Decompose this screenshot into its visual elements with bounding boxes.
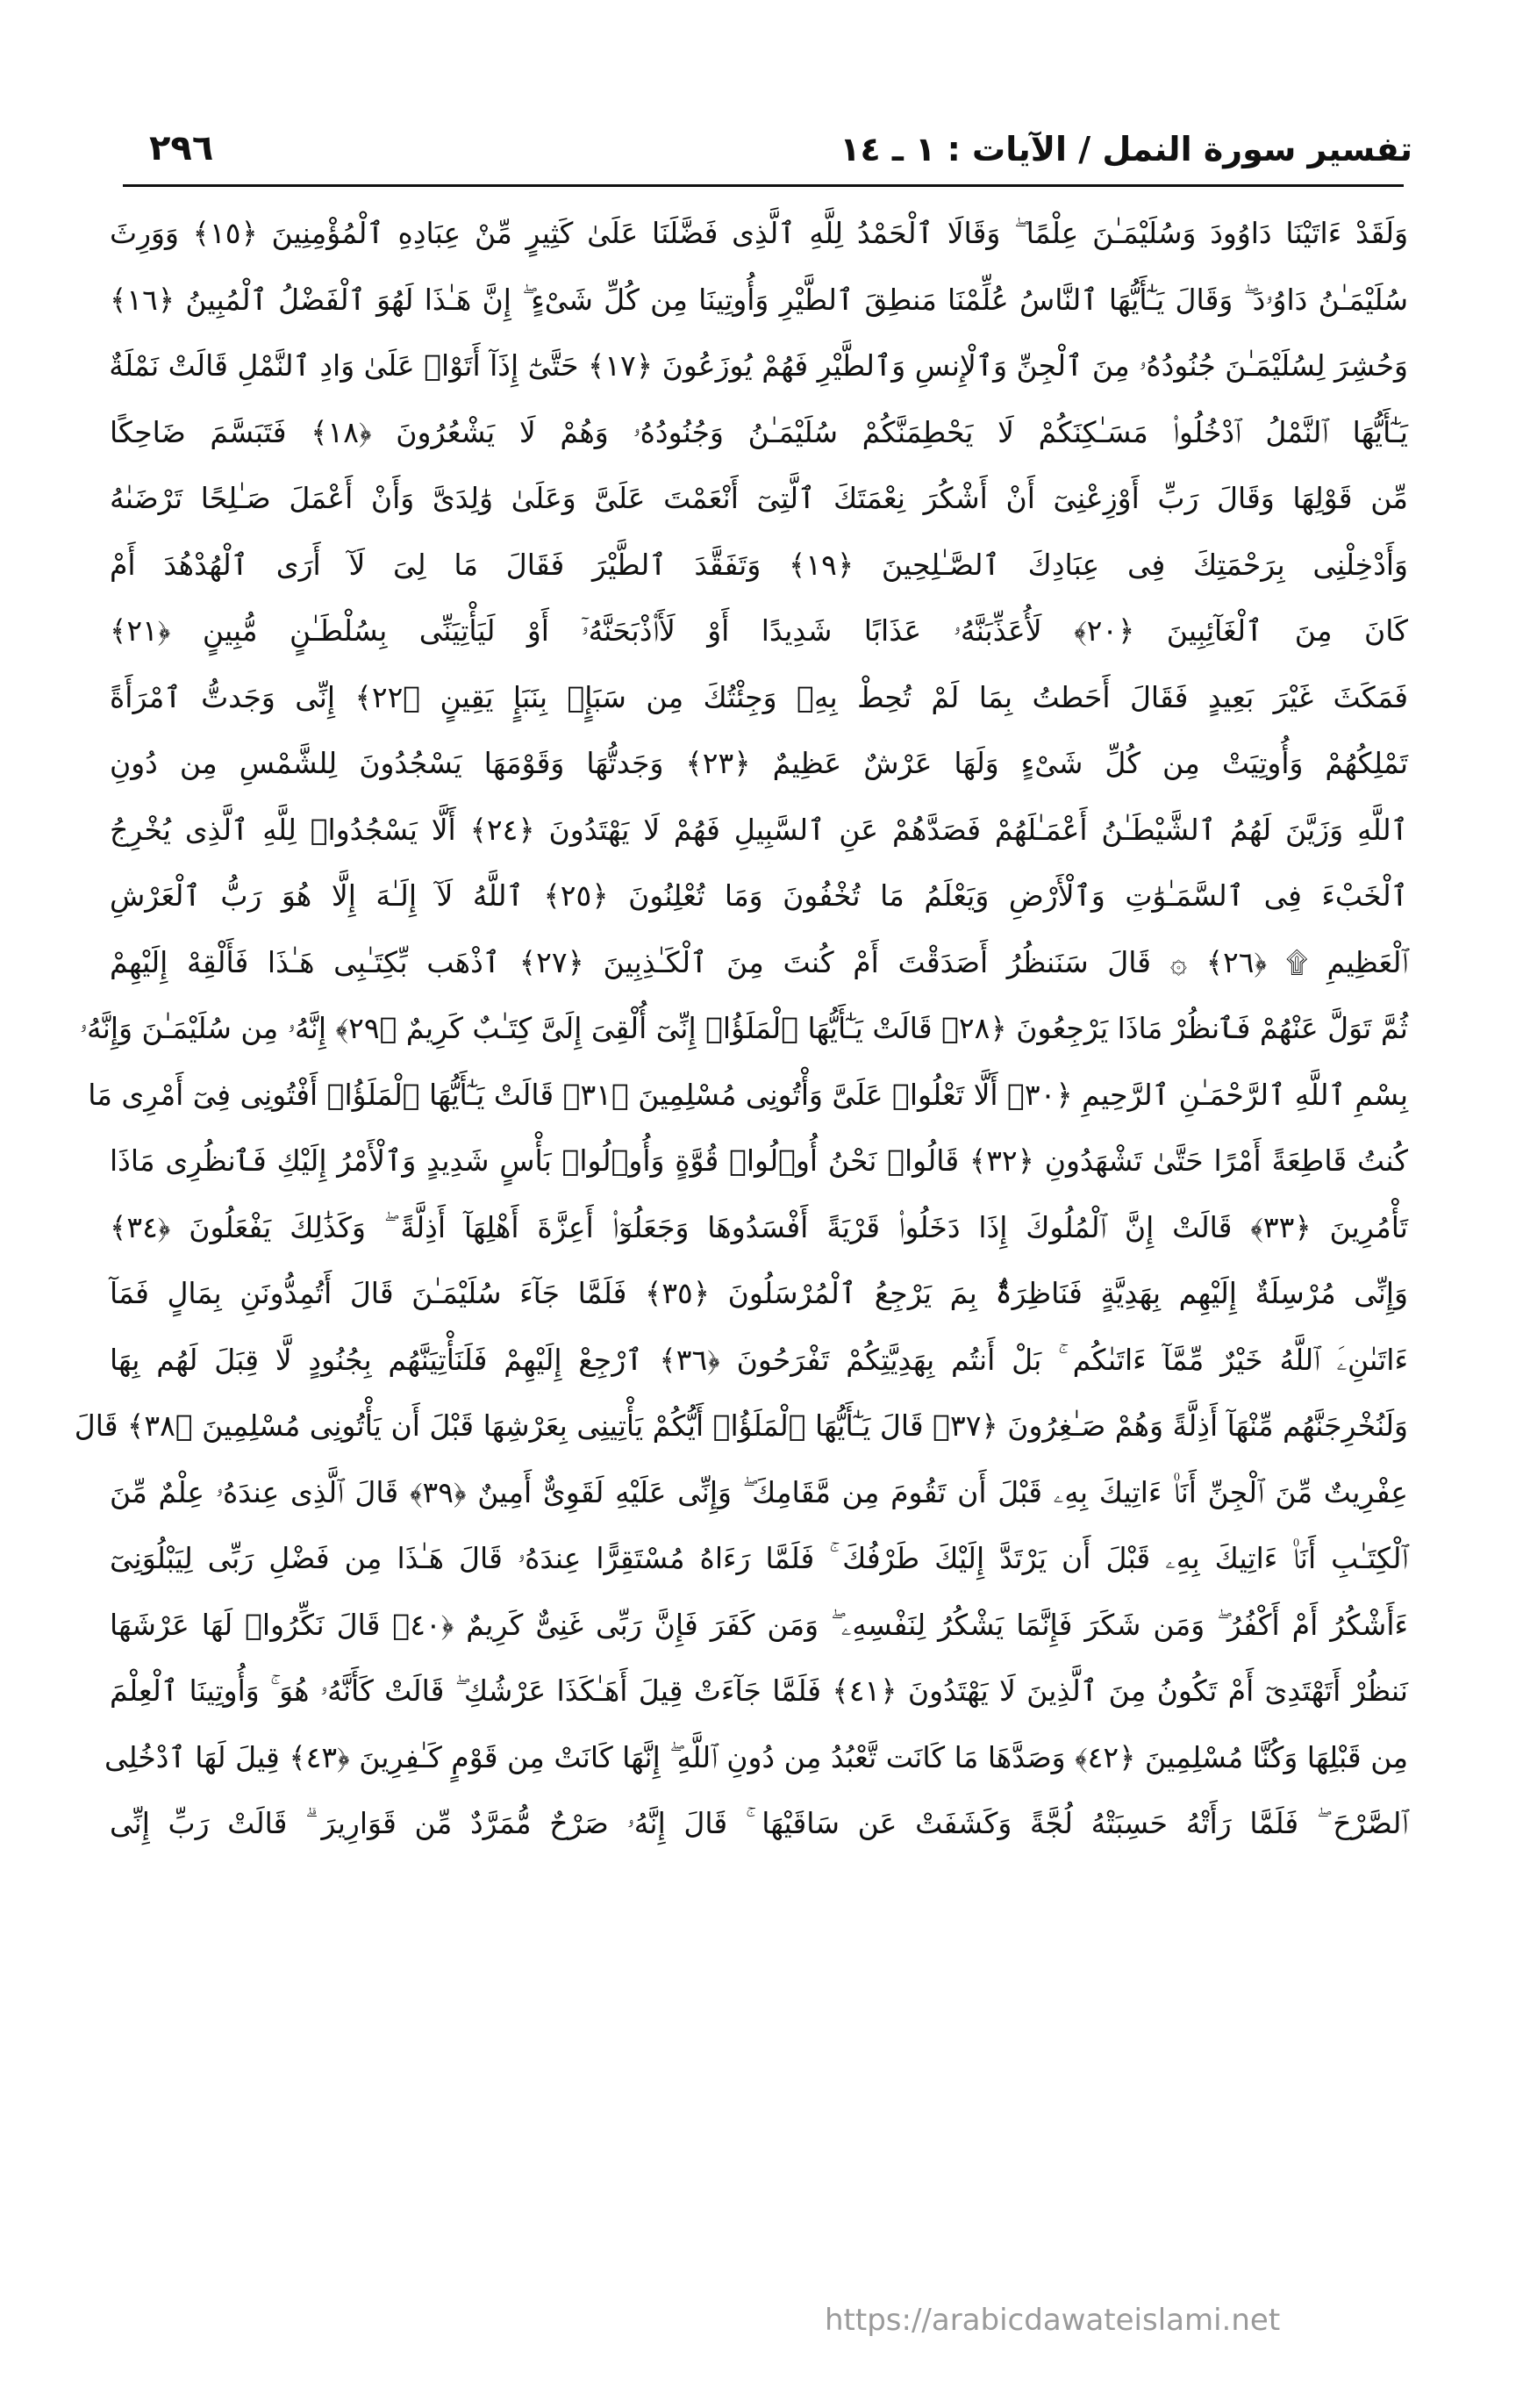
text-line: وَحُشِرَ لِسُلَيْمَـٰنَ جُنُودُهُۥ مِنَ ٱلْجِنِّ وَٱلْإِنسِ وَٱلطَّيْرِ فَهُمْ يُوزَعُونَ ﴿١٧﴾ حَتَّىٰٓ إِذَآ أَتَوْا۟ عَلَىٰ وَادِ ٱلنَّمْلِ قَالَتْ نَمْلَةٌ bbox=[109, 348, 1408, 383]
running-title: تفسير سورة النمل / الآيات : ١ ـ ١٤ bbox=[840, 130, 1412, 168]
text-line: ثُمَّ تَوَلَّ عَنْهُمْ فَٱنظُرْ مَاذَا يَرْجِعُونَ ﴿٢٨﴾ قَالَتْ يَـٰٓأَيُّهَا ٱلْمَلَؤُا۟ إِنِّىٓ أُلْقِىَ إِلَىَّ كِتَـٰبٌ كَرِيمٌ ﴿٢٩﴾ إِنَّهُۥ مِن سُلَيْمَـٰنَ وَإِنَّهُۥ bbox=[79, 1011, 1408, 1045]
text-line: وَإِنِّى مُرْسِلَةٌ إِلَيْهِم بِهَدِيَّةٍ فَنَاظِرَةٌۢ بِمَ يَرْجِعُ ٱلْمُرْسَلُونَ ﴿٣٥﴾ فَلَمَّا جَآءَ سُلَيْمَـٰنَ قَالَ أَتُمِدُّونَنِ بِمَالٍ فَمَآ bbox=[110, 1276, 1408, 1310]
quran-text-block bbox=[74, 200, 1409, 2350]
text-line: فَمَكَثَ غَيْرَ بَعِيدٍ فَقَالَ أَحَطتُ بِمَا لَمْ تُحِطْ بِهِۦ وَجِئْتُكَ مِن سَبَإٍۭ بِنَبَإٍ يَقِينٍ ﴿٢٢﴾ إِنِّى وَجَدتُّ ٱمْرَأَةً bbox=[110, 679, 1408, 714]
text-line: ٱلْكِتَـٰبِ أَنَا۠ ءَاتِيكَ بِهِۦ قَبْلَ أَن يَرْتَدَّ إِلَيْكَ طَرْفُكَ ۚ فَلَمَّا رَءَاهُ مُسْتَقِرًّا عِندَهُۥ قَالَ هَـٰذَا مِن فَضْلِ رَبِّى لِيَبْلُوَنِىٓ bbox=[110, 1541, 1408, 1575]
text-line: ءَأَشْكُرُ أَمْ أَكْفُرُ ۖ وَمَن شَكَرَ فَإِنَّمَا يَشْكُرُ لِنَفْسِهِۦ ۖ وَمَن كَفَرَ فَإِنَّ رَبِّى غَنِىٌّ كَرِيمٌ ﴿٤٠﴾ قَالَ نَكِّرُوا۟ لَهَا عَرْشَهَا bbox=[110, 1607, 1409, 1642]
text-line: وَلَنُخْرِجَنَّهُم مِّنْهَآ أَذِلَّةً وَهُمْ صَـٰغِرُونَ ﴿٣٧﴾ قَالَ يَـٰٓأَيُّهَا ٱلْمَلَؤُا۟ أَيُّكُمْ يَأْتِينِى بِعَرْشِهَا قَبْلَ أَن يَأْتُونِى مُسْلِمِينَ ﴿٣٨﴾ قَالَ bbox=[74, 1408, 1408, 1443]
text-line: كَانَ مِنَ ٱلْغَآئِبِينَ ﴿٢٠﴾ لَأُعَذِّبَنَّهُۥ عَذَابًا شَدِيدًا أَوْ لَأَا۟ذْبَحَنَّهُۥٓ أَوْ لَيَأْتِيَنِّى بِسُلْطَـٰنٍ مُّبِينٍ ﴿٢١﴾ bbox=[110, 613, 1408, 648]
watermark-url: https://arabicdawateislami.net bbox=[825, 2303, 1281, 2338]
header-rule bbox=[123, 184, 1404, 187]
text-line: بِسْمِ ٱللَّهِ ٱلرَّحْمَـٰنِ ٱلرَّحِيمِ ﴿٣٠﴾ أَلَّا تَعْلُوا۟ عَلَىَّ وَأْتُونِى مُسْلِمِينَ ﴿٣١﴾ قَالَتْ يَـٰٓأَيُّهَا ٱلْمَلَؤُا۟ أَفْتُونِى فِىٓ أَمْرِى مَا bbox=[88, 1077, 1408, 1112]
text-line: نَنظُرْ أَتَهْتَدِىٓ أَمْ تَكُونُ مِنَ ٱلَّذِينَ لَا يَهْتَدُونَ ﴿٤١﴾ فَلَمَّا جَآءَتْ قِيلَ أَهَـٰكَذَا عَرْشُكِ ۖ قَالَتْ كَأَنَّهُۥ هُوَ ۚ وَأُوتِينَا ٱلْعِلْمَ bbox=[110, 1673, 1408, 1708]
text-line: سُلَيْمَـٰنُ دَاوُۥدَ ۖ وَقَالَ يَـٰٓأَيُّهَا ٱلنَّاسُ عُلِّمْنَا مَنطِقَ ٱلطَّيْرِ وَأُوتِينَا مِن كُلِّ شَىْءٍ ۖ إِنَّ هَـٰذَا لَهُوَ ٱلْفَضْلُ ٱلْمُبِينُ ﴿١٦﴾ bbox=[110, 282, 1408, 317]
text-line: ٱلْخَبْءَ فِى ٱلسَّمَـٰوَٰتِ وَٱلْأَرْضِ وَيَعْلَمُ مَا تُخْفُونَ وَمَا تُعْلِنُونَ ﴿٢٥﴾ ٱللَّهُ لَآ إِلَـٰهَ إِلَّا هُوَ رَبُّ ٱلْعَرْشِ bbox=[110, 878, 1409, 913]
text-line: ءَاتَىٰنِۦَ ٱللَّهُ خَيْرٌ مِّمَّآ ءَاتَىٰكُم ۚ بَلْ أَنتُم بِهَدِيَّتِكُمْ تَفْرَحُونَ ﴿٣٦﴾ ٱرْجِعْ إِلَيْهِمْ فَلَنَأْتِيَنَّهُم بِجُنُودٍ لَّا قِبَلَ لَهُم بِهَا bbox=[110, 1342, 1408, 1377]
text-line: وَلَقَدْ ءَاتَيْنَا دَاوُودَ وَسُلَيْمَـٰنَ عِلْمًا ۖ وَقَالَا ٱلْحَمْدُ لِلَّهِ ٱلَّذِى فَضَّلَنَا عَلَىٰ كَثِيرٍ مِّنْ عِبَادِهِ ٱلْمُؤْمِنِينَ ﴿١٥﴾ وَوَرِثَ bbox=[110, 216, 1409, 250]
text-line: عِفْرِيتٌ مِّنَ ٱلْجِنِّ أَنَا۠ ءَاتِيكَ بِهِۦ قَبْلَ أَن تَقُومَ مِن مَّقَامِكَ ۖ وَإِنِّى عَلَيْهِ لَقَوِىٌّ أَمِينٌ ﴿٣٩﴾ قَالَ ٱلَّذِى عِندَهُۥ عِلْمٌ مِّنَ bbox=[110, 1474, 1408, 1509]
page-header bbox=[149, 105, 1412, 176]
text-line: يَـٰٓأَيُّهَا ٱلنَّمْلُ ٱدْخُلُوا۟ مَسَـٰكِنَكُمْ لَا يَحْطِمَنَّكُمْ سُلَيْمَـٰنُ وَجُنُودُهُۥ وَهُمْ لَا يَشْعُرُونَ ﴿١٨﴾ فَتَبَسَّمَ ضَاحِكًا bbox=[110, 414, 1408, 449]
text-line: ٱلْعَظِيمِ ۩ ﴿٢٦﴾ ۞ قَالَ سَنَنظُرُ أَصَدَقْتَ أَمْ كُنتَ مِنَ ٱلْكَـٰذِبِينَ ﴿٢٧﴾ ٱذْهَب بِّكِتَـٰبِى هَـٰذَا فَأَلْقِهْ إِلَيْهِمْ bbox=[110, 944, 1409, 979]
page-number: ٢٩٦ bbox=[149, 128, 214, 168]
text-line: ٱلصَّرْحَ ۖ فَلَمَّا رَأَتْهُ حَسِبَتْهُ لُجَّةً وَكَشَفَتْ عَن سَاقَيْهَا ۚ قَالَ إِنَّهُۥ صَرْحٌ مُّمَرَّدٌ مِّن قَوَارِيرَ ۗ قَالَتْ رَبِّ إِنِّى bbox=[110, 1806, 1408, 1840]
text-line: مِّن قَوْلِهَا وَقَالَ رَبِّ أَوْزِعْنِىٓ أَنْ أَشْكُرَ نِعْمَتَكَ ٱلَّتِىٓ أَنْعَمْتَ عَلَىَّ وَعَلَىٰ وَٰلِدَىَّ وَأَنْ أَعْمَلَ صَـٰلِحًا تَرْضَىٰهُ bbox=[110, 481, 1408, 515]
text-line: ٱللَّهِ وَزَيَّنَ لَهُمُ ٱلشَّيْطَـٰنُ أَعْمَـٰلَهُمْ فَصَدَّهُمْ عَنِ ٱلسَّبِيلِ فَهُمْ لَا يَهْتَدُونَ ﴿٢٤﴾ أَلَّا يَسْجُدُوا۟ لِلَّهِ ٱلَّذِى يُخْرِجُ bbox=[110, 812, 1409, 847]
text-line: كُنتُ قَاطِعَةً أَمْرًا حَتَّىٰ تَشْهَدُونِ ﴿٣٢﴾ قَالُوا۟ نَحْنُ أُو۟لُوا۟ قُوَّةٍ وَأُو۟لُوا۟ بَأْسٍ شَدِيدٍ وَٱلْأَمْرُ إِلَيْكِ فَٱنظُرِى مَاذَا bbox=[110, 1143, 1408, 1178]
text-line: تَمْلِكُهُمْ وَأُوتِيَتْ مِن كُلِّ شَىْءٍ وَلَهَا عَرْشٌ عَظِيمٌ ﴿٢٣﴾ وَجَدتُّهَا وَقَوْمَهَا يَسْجُدُونَ لِلشَّمْسِ مِن دُونِ bbox=[110, 746, 1409, 780]
text-line: تَأْمُرِينَ ﴿٣٣﴾ قَالَتْ إِنَّ ٱلْمُلُوكَ إِذَا دَخَلُوا۟ قَرْيَةً أَفْسَدُوهَا وَجَعَلُوٓا۟ أَعِزَّةَ أَهْلِهَآ أَذِلَّةً ۖ وَكَذَٰلِكَ يَفْعَلُونَ ﴿٣٤﴾ bbox=[110, 1209, 1408, 1244]
text-line: وَأَدْخِلْنِى بِرَحْمَتِكَ فِى عِبَادِكَ ٱلصَّـٰلِحِينَ ﴿١٩﴾ وَتَفَقَّدَ ٱلطَّيْرَ فَقَالَ مَا لِىَ لَآ أَرَى ٱلْهُدْهُدَ أَمْ bbox=[110, 547, 1408, 582]
text-line: مِن قَبْلِهَا وَكُنَّا مُسْلِمِينَ ﴿٤٢﴾ وَصَدَّهَا مَا كَانَت تَّعْبُدُ مِن دُونِ ٱللَّهِ ۖ إِنَّهَا كَانَتْ مِن قَوْمٍ كَـٰفِرِينَ ﴿٤٣﴾ قِيلَ لَهَا ٱدْخُلِى bbox=[104, 1739, 1408, 1774]
